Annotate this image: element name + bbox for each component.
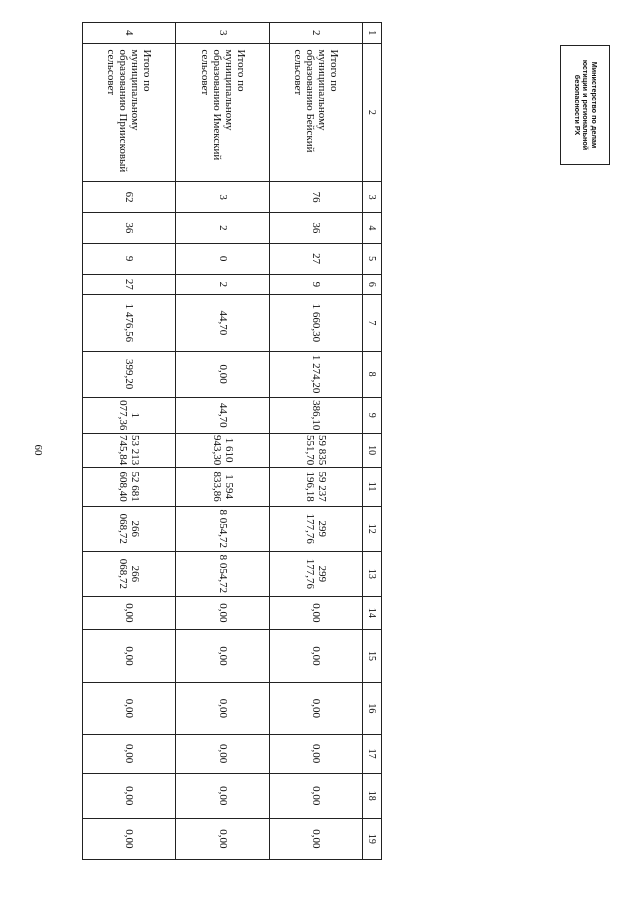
col-header: 4 (363, 212, 382, 243)
col-header: 8 (363, 351, 382, 397)
table-container (82, 22, 382, 860)
cell: 0,00 (176, 351, 269, 397)
cell: 0,00 (83, 773, 176, 818)
col-header: 17 (363, 734, 382, 773)
col-header: 13 (363, 551, 382, 596)
cell: 0,00 (269, 683, 362, 734)
cell: 0,00 (269, 734, 362, 773)
cell: 299 177,76 (269, 551, 362, 596)
stamp-line-1: Министерство по делам (589, 61, 599, 149)
cell: 36 (83, 212, 176, 243)
row-label: Итого по муниципальному образованию Бейский сельсовет (269, 43, 362, 182)
cell: 0,00 (269, 629, 362, 682)
cell: 9 (83, 243, 176, 274)
cell: 9 (269, 274, 362, 295)
cell: 27 (83, 274, 176, 295)
cell: 299 177,76 (269, 506, 362, 551)
cell: 0,00 (176, 629, 269, 682)
row-number: 4 (83, 23, 176, 44)
cell: 36 (269, 212, 362, 243)
col-header: 19 (363, 818, 382, 859)
page-number: 60 (32, 444, 44, 456)
cell: 0,00 (176, 818, 269, 859)
cell: 62 (83, 182, 176, 213)
col-header: 2 (363, 43, 382, 182)
cell: 0,00 (176, 683, 269, 734)
col-header: 3 (363, 182, 382, 213)
stamp-line-3: безопасности РХ (572, 74, 582, 136)
stamp-text (572, 46, 598, 164)
col-header: 12 (363, 506, 382, 551)
cell: 1 077,36 (83, 397, 176, 433)
cell: 27 (269, 243, 362, 274)
cell: 59 835 551,70 (269, 433, 362, 467)
row-number: 2 (269, 23, 362, 44)
col-header: 14 (363, 597, 382, 630)
cell: 3 (176, 182, 269, 213)
cell: 8 054,72 (176, 551, 269, 596)
cell: 0,00 (269, 773, 362, 818)
cell: 0 (176, 243, 269, 274)
col-header: 15 (363, 629, 382, 682)
table-row (176, 23, 269, 860)
registration-stamp (560, 45, 610, 165)
cell: 1 476,56 (83, 295, 176, 351)
cell: 0,00 (176, 597, 269, 630)
cell: 266 068,72 (83, 551, 176, 596)
rotated-table-frame (82, 22, 382, 860)
table-row (269, 23, 362, 860)
cell: 59 237 196,18 (269, 467, 362, 506)
cell: 386,10 (269, 397, 362, 433)
cell: 0,00 (83, 597, 176, 630)
cell: 0,00 (269, 818, 362, 859)
cell: 53 213 745,84 (83, 433, 176, 467)
table-row (83, 23, 176, 860)
cell: 0,00 (176, 773, 269, 818)
row-label: Итого по муниципальному образованию Имекский сельсовет (176, 43, 269, 182)
cell: 44,70 (176, 295, 269, 351)
col-header: 5 (363, 243, 382, 274)
header-row (363, 23, 382, 860)
cell: 0,00 (83, 734, 176, 773)
cell: 0,00 (176, 734, 269, 773)
cell: 8 054,72 (176, 506, 269, 551)
col-header: 9 (363, 397, 382, 433)
row-number: 3 (176, 23, 269, 44)
stamp-line-2: юстиции и региональной (581, 59, 591, 151)
cell: 0,00 (83, 629, 176, 682)
cell: 1 610 943,30 (176, 433, 269, 467)
data-table (82, 22, 382, 860)
cell: 0,00 (83, 683, 176, 734)
cell: 76 (269, 182, 362, 213)
cell: 44,70 (176, 397, 269, 433)
cell: 1 660,30 (269, 295, 362, 351)
cell: 1 594 833,86 (176, 467, 269, 506)
col-header: 10 (363, 433, 382, 467)
cell: 1 274,20 (269, 351, 362, 397)
row-label: Итого по муниципальному образованию Приисковый сельсовет (83, 43, 176, 182)
cell: 2 (176, 274, 269, 295)
cell: 52 681 608,40 (83, 467, 176, 506)
cell: 2 (176, 212, 269, 243)
cell: 266 068,72 (83, 506, 176, 551)
cell: 0,00 (83, 818, 176, 859)
col-header: 16 (363, 683, 382, 734)
cell: 399,20 (83, 351, 176, 397)
col-header: 1 (363, 23, 382, 44)
cell: 0,00 (269, 597, 362, 630)
col-header: 7 (363, 295, 382, 351)
col-header: 18 (363, 773, 382, 818)
col-header: 11 (363, 467, 382, 506)
col-header: 6 (363, 274, 382, 295)
